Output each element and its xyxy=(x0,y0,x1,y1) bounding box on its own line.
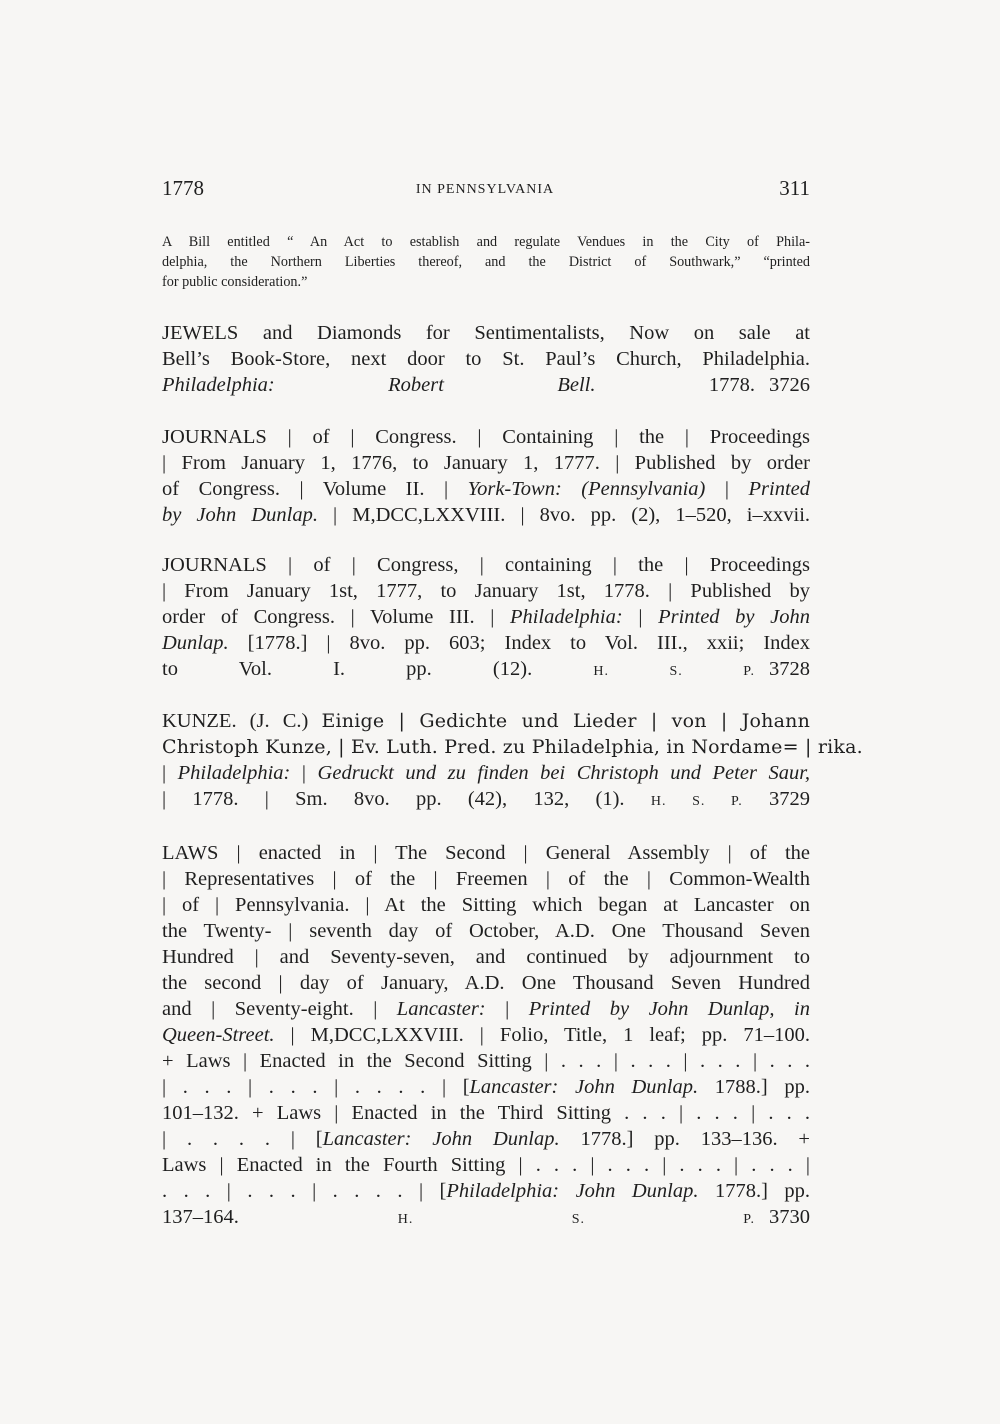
imprint-printer: Dunlap. xyxy=(162,632,229,654)
entry-number: 3728 xyxy=(769,658,810,680)
text-run: of Congress. | Volume II. | xyxy=(162,478,449,500)
entry-line: JOURNALS | of | Congress. | Containing | the | Proceedings xyxy=(162,426,810,448)
page-number: 311 xyxy=(779,176,810,200)
entry-journals-1776 xyxy=(162,424,810,528)
text-run: | xyxy=(724,478,729,500)
text-run: | xyxy=(505,998,510,1020)
entry-line xyxy=(162,656,810,682)
bill-entry xyxy=(162,232,810,292)
entry-line xyxy=(162,996,810,1022)
entry-line: JEWELS and Diamonds for Sentimentalists, Now on sale at xyxy=(162,322,810,344)
entry-number: 3730 xyxy=(769,1206,811,1228)
entry-line: | From January 1st, 1777, to January 1st, 1778. | Published by xyxy=(162,580,810,602)
text-run: | 1778. | Sm. 8vo. pp. (42), 132, (1). xyxy=(162,788,625,810)
header-title: IN PENNSYLVANIA xyxy=(415,182,555,197)
entry-kunze xyxy=(162,708,863,812)
entry-line: Laws | Enacted in the Fourth Sitting | . . . | . . . | . . . | . . . | xyxy=(162,1154,810,1176)
bill-line: delphia, the Northern Liberties thereof, and the District of Southwark,” “printed xyxy=(162,254,810,270)
text-run: order of Congress. | Volume III. | xyxy=(162,606,495,628)
entry-line xyxy=(162,1178,810,1204)
imprint-text: Printed by John xyxy=(658,606,810,628)
entry-jewels xyxy=(162,320,810,398)
imprint-place: York-Town: (Pennsylvania) xyxy=(467,478,706,500)
entry-imprint-line xyxy=(162,372,810,398)
text-run: | xyxy=(301,762,307,784)
entry-line: Bell’s Book-Store, next door to St. Paul’s Church, Philadelphia. xyxy=(162,348,810,370)
entry-line: 101–132. + Laws | Enacted in the Third Sitting . . . | . . . | . . . xyxy=(162,1102,810,1124)
entry-line xyxy=(162,786,810,812)
imprint-printer: Robert Bell. xyxy=(388,374,596,396)
text-run: [1778.] | 8vo. pp. 603; Index to Vol. III., xxii; Index xyxy=(247,632,811,654)
location-code: H. S. P. xyxy=(593,664,755,679)
imprint-text: Printed by John Dunlap, in xyxy=(528,998,810,1020)
imprint-place: Philadelphia: xyxy=(509,606,623,628)
entry-line xyxy=(162,630,810,656)
text-run: | xyxy=(162,762,167,784)
entry-line: LAWS | enacted in | The Second | General Assembly | of the xyxy=(162,842,810,864)
bill-line: for public consideration.” xyxy=(162,274,308,290)
entry-line xyxy=(162,604,810,630)
imprint-text: Lancaster: John Dunlap. xyxy=(322,1128,560,1150)
text-run: to Vol. I. pp. (12). xyxy=(162,658,533,680)
text-run: | . . . | . . . | . . . . | [ xyxy=(162,1076,470,1098)
imprint-place: Philadelphia: xyxy=(162,374,275,396)
entry-line: Christoph Kunze, | Ev. Luth. Pred. zu Philadelphia, in Nordame= | rika. xyxy=(162,736,863,758)
text-run: . . . | . . . | . . . . | [ xyxy=(162,1180,447,1202)
text-run: | M,DCC,LXXVIII. | Folio, Title, 1 leaf; pp. 71–100. xyxy=(290,1024,811,1046)
imprint-printer: by John Dunlap. xyxy=(162,504,318,526)
entry-journals-1777 xyxy=(162,552,810,682)
entry-line xyxy=(162,476,810,502)
location-code: H. S. P. xyxy=(397,1212,756,1227)
entry-line: Hundred | and Seventy-seven, and continued by adjournment to xyxy=(162,946,810,968)
imprint-place: Lancaster: xyxy=(396,998,486,1020)
text-run: | M,DCC,LXXVIII. | 8vo. pp. (2), 1–520, i–xxvii. xyxy=(333,504,811,526)
entry-line: | of | Pennsylvania. | At the Sitting which began at Lancaster on xyxy=(162,894,810,916)
entry-number: 3726 xyxy=(769,374,811,396)
text-run: and | Seventy-eight. | xyxy=(162,998,378,1020)
text-run: 1788.] pp. xyxy=(714,1076,811,1098)
imprint-text: Gedruckt und zu finden bei Christoph und Peter Saur, xyxy=(317,762,811,784)
entry-line xyxy=(162,502,810,528)
bill-line: A Bill entitled “ An Act to establish and regulate Vendues in the City of Phila- xyxy=(162,234,810,250)
entry-line: the Twenty- | seventh day of October, A.D. One Thousand Seven xyxy=(162,920,810,942)
text-run: | . . . . | [ xyxy=(162,1128,323,1150)
author: KUNZE. (J. C.) xyxy=(162,710,309,732)
blackletter-title: Einige | Gedichte und Lieder | von | Johann xyxy=(321,710,811,732)
text-run: | xyxy=(638,606,643,628)
entry-line: the second | day of January, A.D. One Thousand Seven Hundred xyxy=(162,972,810,994)
entry-meta xyxy=(651,788,810,810)
imprint-text: Printed xyxy=(748,478,811,500)
text-run: 1778.] pp. 133–136. + xyxy=(580,1128,810,1150)
imprint-text: Philadelphia: John Dunlap. xyxy=(446,1180,699,1202)
entry-line xyxy=(162,760,810,786)
entry-line xyxy=(162,1204,810,1230)
imprint-text: Queen-Street. xyxy=(162,1024,275,1046)
entry-line: JOURNALS | of | Congress, | containing | the | Proceedings xyxy=(162,554,810,576)
header-year: 1778 xyxy=(162,176,204,200)
location-code: H. S. P. xyxy=(650,794,743,809)
imprint-place: Philadelphia: xyxy=(177,762,291,784)
entry-line: | From January 1, 1776, to January 1, 1777. | Published by order xyxy=(162,452,810,474)
entry-laws xyxy=(162,840,810,1230)
entry-meta xyxy=(398,1206,810,1228)
entry-number: 3729 xyxy=(769,788,810,810)
entry-meta xyxy=(593,658,810,680)
imprint-text: Lancaster: John Dunlap. xyxy=(469,1076,699,1098)
entry-line xyxy=(162,1022,810,1048)
entry-line: + Laws | Enacted in the Second Sitting | . . . | . . . | . . . | . . . xyxy=(162,1050,810,1072)
text-run: 137–164. xyxy=(162,1206,239,1228)
entry-line: | Representatives | of the | Freemen | of the | Common-Wealth xyxy=(162,868,810,890)
text-run: 1778.] pp. xyxy=(714,1180,811,1202)
running-head xyxy=(160,176,810,206)
imprint-year: 1778. xyxy=(708,374,756,396)
entry-line xyxy=(162,1074,810,1100)
entry-line xyxy=(162,708,810,734)
entry-line xyxy=(162,1126,810,1152)
